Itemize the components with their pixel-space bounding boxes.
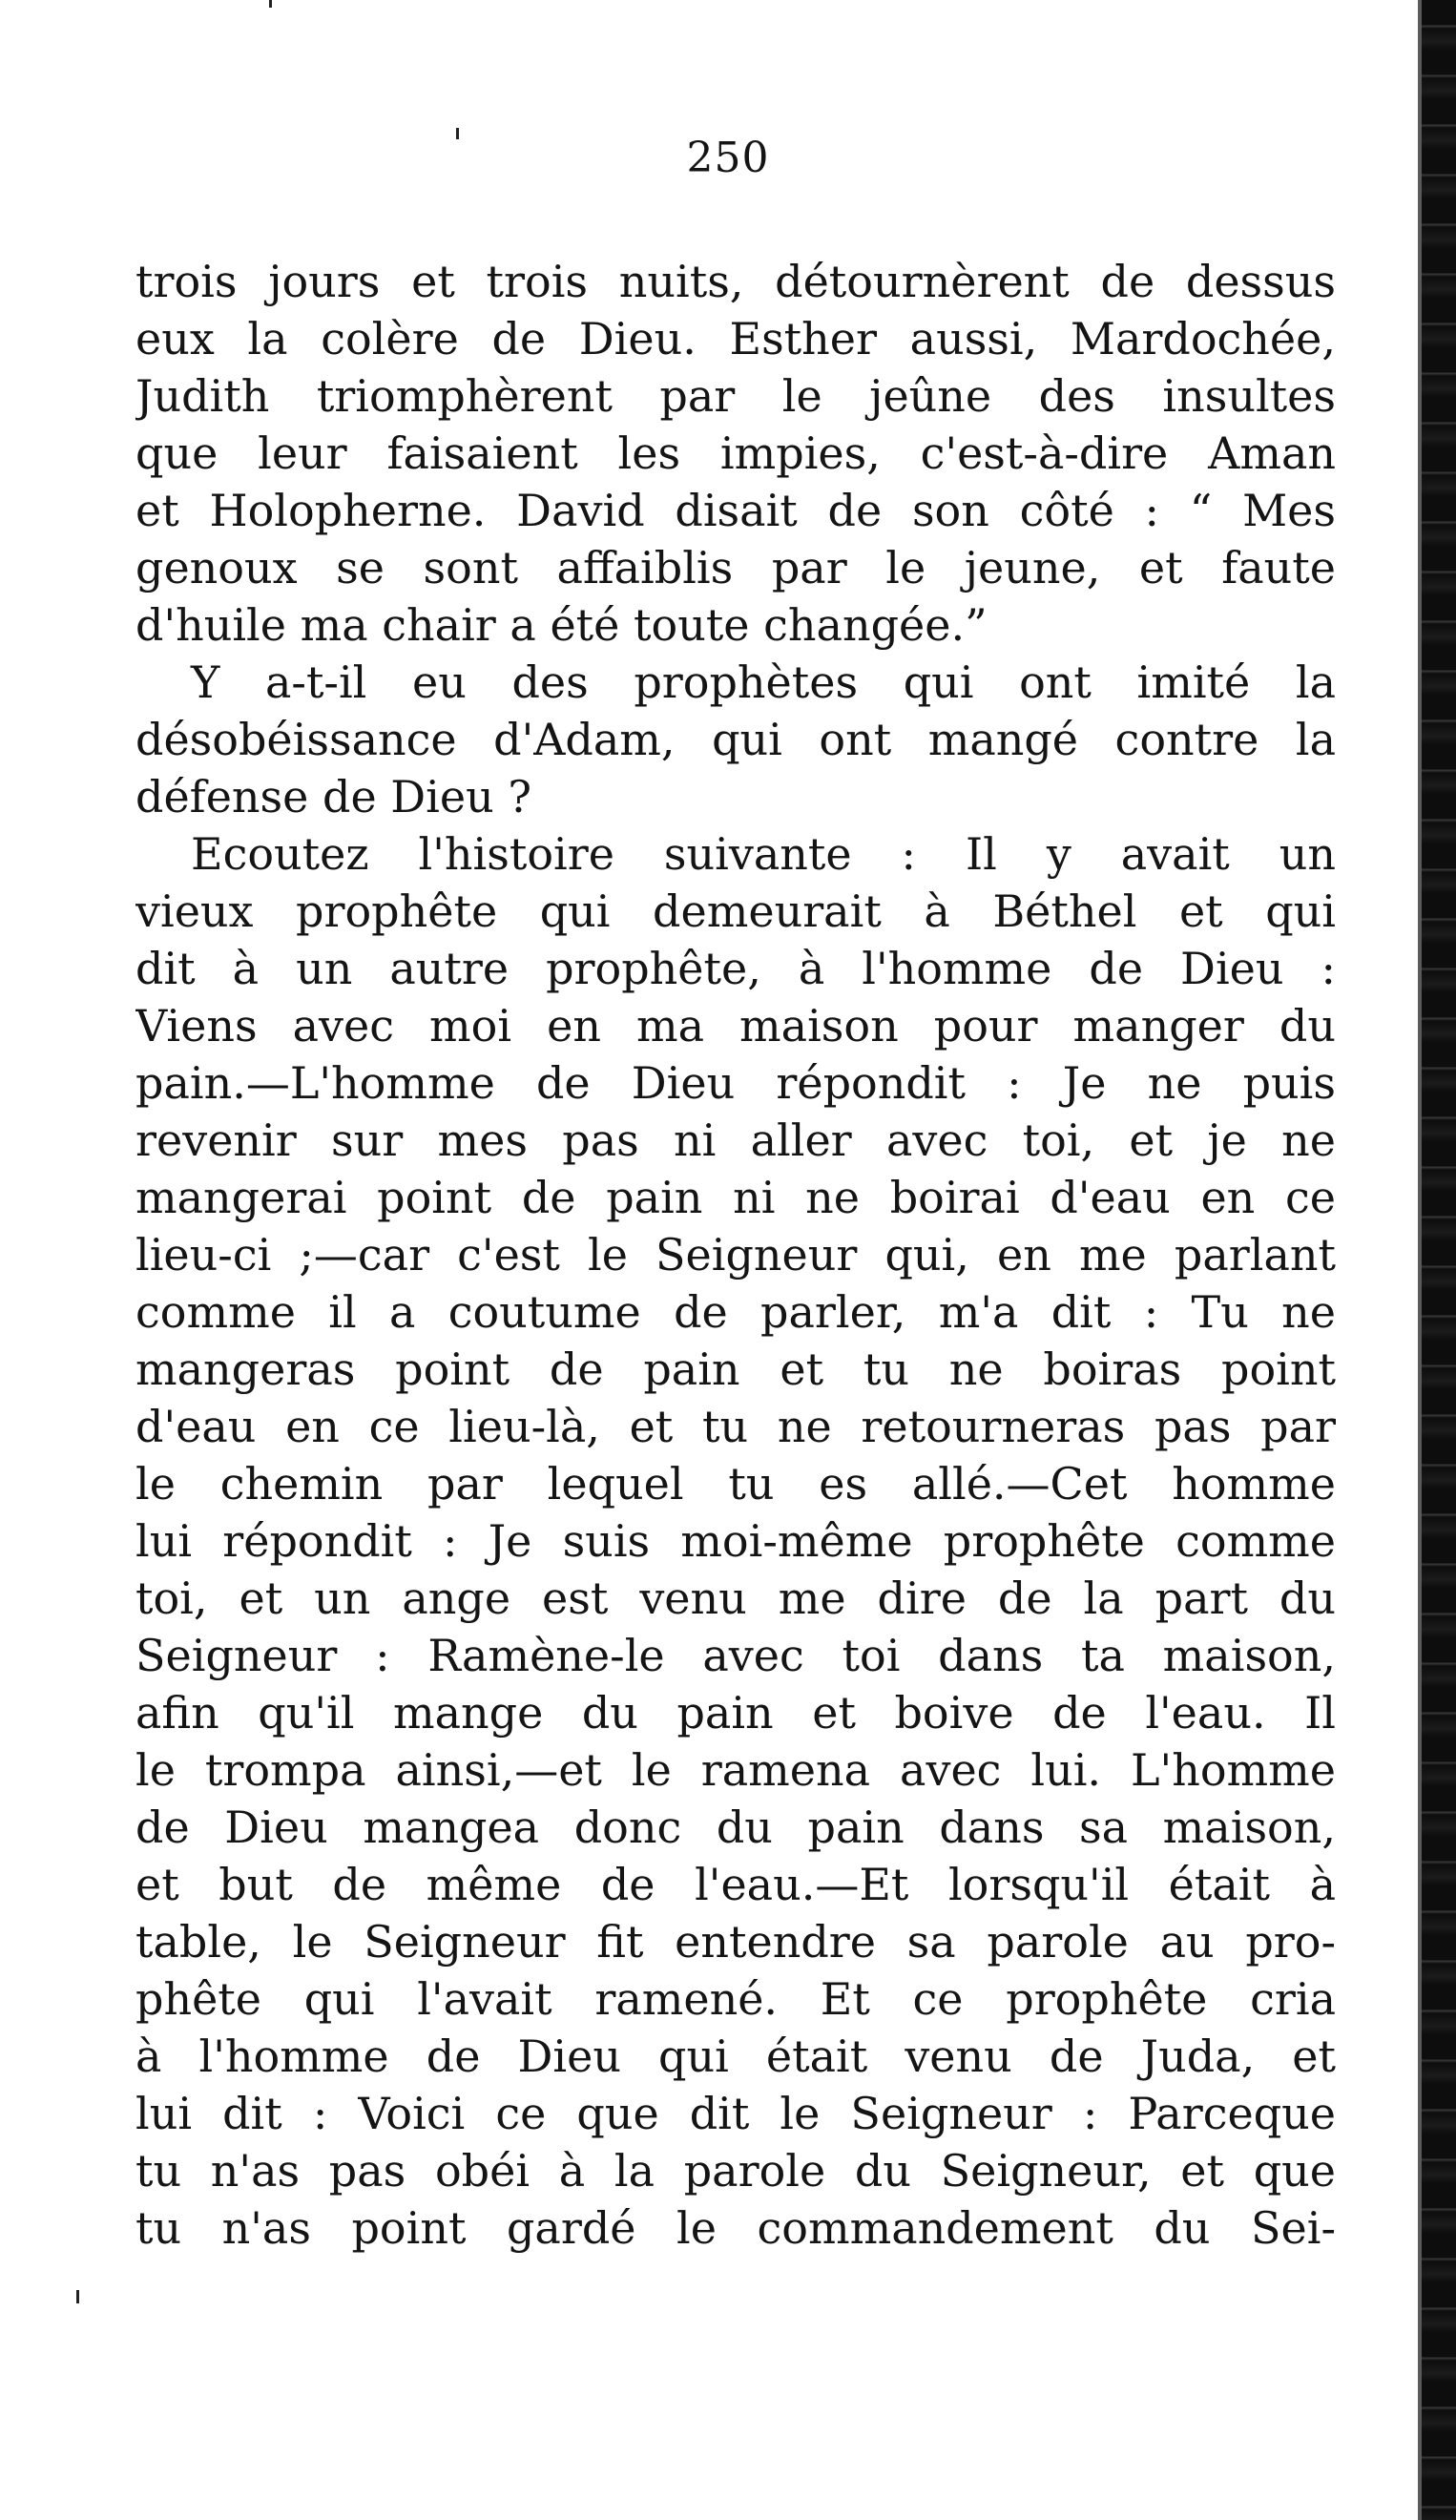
text-line: tu n'as pas obéi à la parole du Seigneur, et que xyxy=(135,2145,1336,2197)
page-number: 250 xyxy=(686,134,770,182)
text-line: et but de même de l'eau.—Et lorsqu'il était à xyxy=(135,1859,1336,1910)
text-line: eux la colère de Dieu. Esther aussi, Mardochée, xyxy=(135,313,1336,364)
text-line: Y a-t-il eu des prophètes qui ont imité la xyxy=(191,656,1336,708)
text-line: et Holopherne. David disait de son côté : “ Mes xyxy=(135,485,1336,536)
text-line: lui dit : Voici ce que dit le Seigneur : Parceque xyxy=(135,2088,1336,2139)
text-line: vieux prophête qui demeurait à Béthel et qui xyxy=(135,885,1336,937)
text-line: de Dieu mangea donc du pain dans sa maison, xyxy=(135,1801,1336,1853)
text-line: pain.—L'homme de Dieu répondit : Je ne puis xyxy=(135,1057,1336,1109)
body-text xyxy=(135,253,1336,2257)
text-line: lieu-ci ;—car c'est le Seigneur qui, en me parlant xyxy=(135,1229,1336,1281)
scan-speck xyxy=(76,2290,79,2303)
text-line: que leur faisaient les impies, c'est-à-dire Aman xyxy=(135,427,1336,479)
binding-edge xyxy=(1422,0,1456,2520)
text-line: Judith triomphèrent par le jeûne des insultes xyxy=(135,370,1336,422)
text-line: désobéissance d'Adam, qui ont mangé contre la xyxy=(135,714,1336,765)
text-line: afin qu'il mange du pain et boive de l'eau. Il xyxy=(135,1687,1336,1739)
text-line: tu n'as point gardé le commandement du Sei- xyxy=(135,2202,1336,2254)
text-line: à l'homme de Dieu qui était venu de Juda, et xyxy=(135,2031,1336,2082)
scan-speck xyxy=(269,0,272,8)
text-line: toi, et un ange est venu me dire de la part du xyxy=(135,1572,1336,1624)
text-line: d'huile ma chair a été toute changée.” xyxy=(135,599,988,651)
text-line: mangerai point de pain ni ne boirai d'eau en ce xyxy=(135,1172,1336,1223)
text-line: lui répondit : Je suis moi-même prophête comme xyxy=(135,1515,1336,1567)
text-line: trois jours et trois nuits, détournèrent de dessus xyxy=(135,256,1336,307)
text-line: d'eau en ce lieu-là, et tu ne retourneras pas par xyxy=(135,1401,1336,1452)
text-line: Ecoutez l'histoire suivante : Il y avait un xyxy=(191,828,1336,880)
text-line: comme il a coutume de parler, m'a dit : Tu ne xyxy=(135,1286,1336,1338)
text-line: mangeras point de pain et tu ne boiras point xyxy=(135,1343,1336,1395)
text-line: le chemin par lequel tu es allé.—Cet homme xyxy=(135,1458,1336,1510)
text-line: phête qui l'avait ramené. Et ce prophête cria xyxy=(135,1973,1336,2025)
text-line: Viens avec moi en ma maison pour manger du xyxy=(135,1000,1336,1052)
text-line: dit à un autre prophête, à l'homme de Dieu : xyxy=(135,943,1336,994)
text-line: table, le Seigneur fit entendre sa parole au pro- xyxy=(135,1916,1336,1968)
text-line: revenir sur mes pas ni aller avec toi, et je ne xyxy=(135,1114,1336,1166)
text-line: défense de Dieu ? xyxy=(135,771,532,823)
text-line: le trompa ainsi,—et le ramena avec lui. L'homme xyxy=(135,1744,1336,1796)
text-line: genoux se sont affaiblis par le jeune, et faute xyxy=(135,542,1336,594)
text-line: Seigneur : Ramène-le avec toi dans ta maison, xyxy=(135,1630,1336,1681)
